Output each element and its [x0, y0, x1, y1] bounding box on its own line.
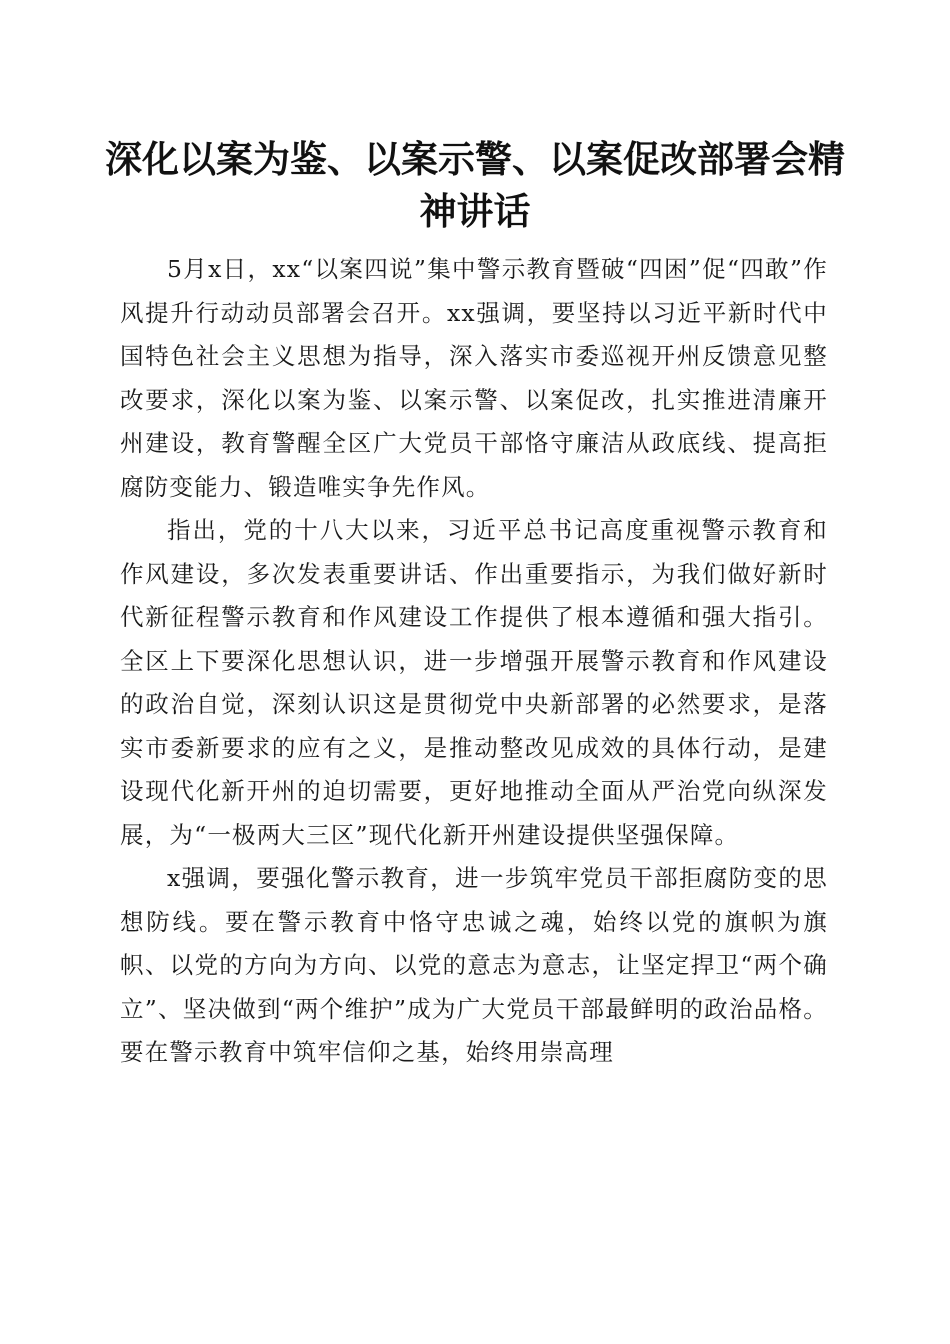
document-body [120, 248, 828, 1075]
paragraph: 指出，党的十八大以来，习近平总书记高度重视警示教育和作风建设，多次发表重要讲话、作出重要指示，为我们做好新时代新征程警示教育和作风建设工作提供了根本遵循和强大指引。全区上下要深化思想认识，进一步增强开展警示教育和作风建设的政治自觉，深刻认识这是贯彻党中央新部署的必然要求，是落实市委新要求的应有之义，是推动整改见成效的具体行动，是建设现代化新开州的迫切需要，更好地推动全面从严治党向纵深发展，为“一极两大三区”现代化新开州建设提供坚强保障。 [120, 516, 828, 849]
document-title: 深化以案为鉴、以案示警、以案促改部署会精神讲话 [105, 137, 845, 233]
paragraph: x强调，要强化警示教育，进一步筑牢党员干部拒腐防变的思想防线。要在警示教育中恪守忠诚之魂，始终以党的旗帜为旗帜、以党的方向为方向、以党的意志为意志，让坚定捍卫“两个确立”、坚决做到“两个维护”成为广大党员干部最鲜明的政治品格。要在警示教育中筑牢信仰之基，始终用崇高理 [120, 864, 828, 1066]
paragraph: 5月x日，xx“以案四说”集中警示教育暨破“四困”促“四敢”作风提升行动动员部署会召开。xx强调，要坚持以习近平新时代中国特色社会主义思想为指导，深入落实市委巡视开州反馈意见整改要求，深化以案为鉴、以案示警、以案促改，扎实推进清廉开州建设，教育警醒全区广大党员干部恪守廉洁从政底线、提高拒腐防变能力、锻造唯实争先作风。 [120, 255, 828, 501]
